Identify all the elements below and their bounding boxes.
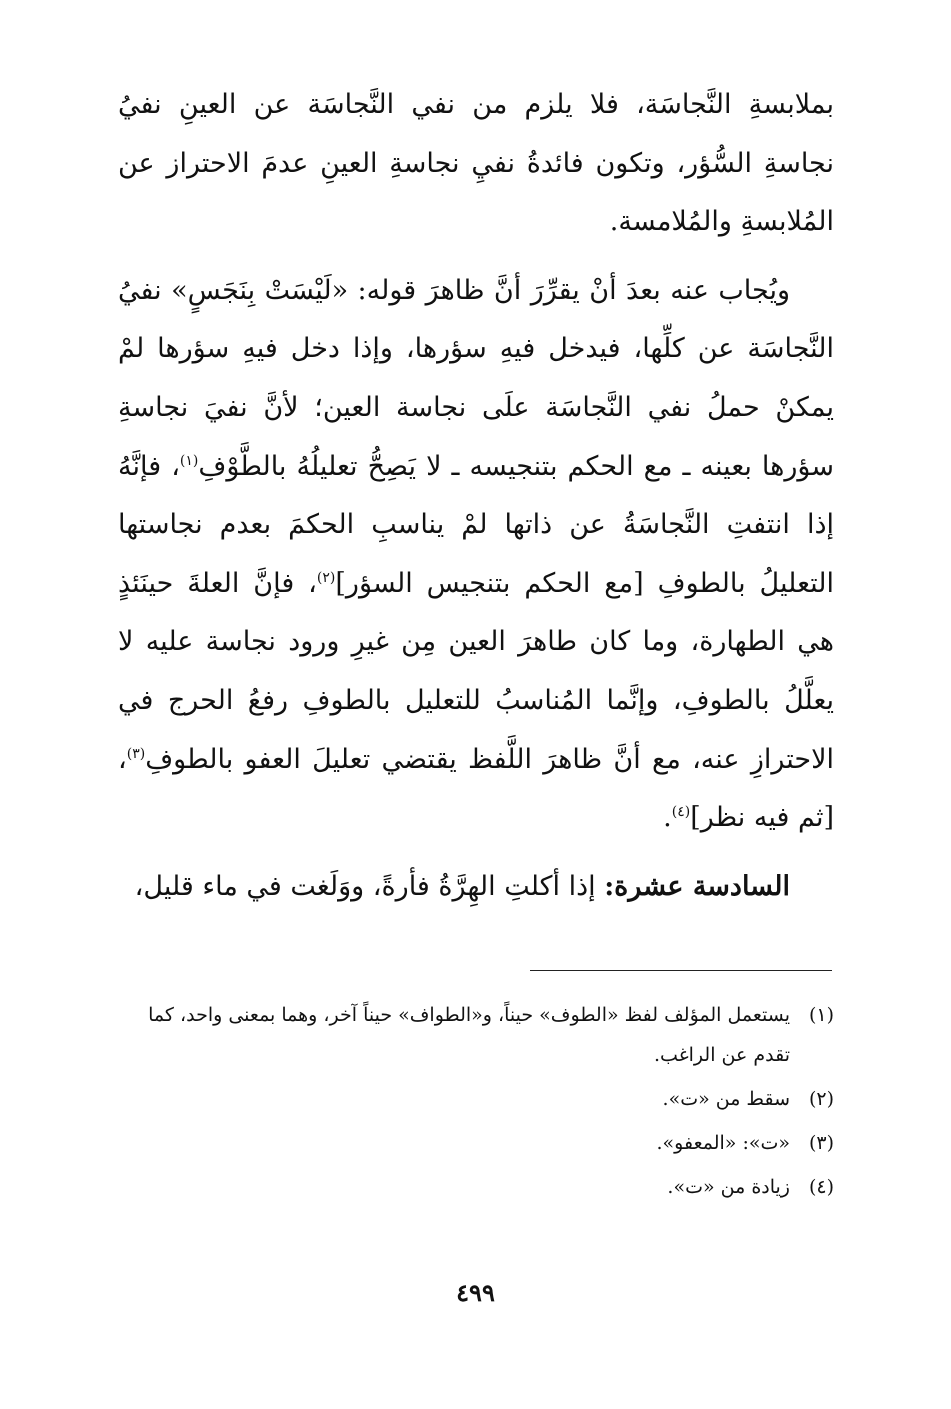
paragraph-2	[118, 262, 834, 848]
footnote-text: «ت»: «المعفو».	[656, 1132, 790, 1154]
paragraph-2-part-b: ، فإنَّهُ إذا انتفتِ النَّجاسَةُ عن ذاتها لمْ يناسبِ الحكمَ بعدم نجاستها التعليلُ بالطوفِ [مع الحكم بتنجيس السؤر]	[118, 450, 834, 599]
footnote-text: سقط من «ت».	[662, 1088, 790, 1110]
footnote-2	[118, 1079, 834, 1119]
footnote-ref-1[interactable]: (١)	[179, 452, 199, 469]
footnote-text: يستعمل المؤلف لفظ «الطوف» حيناً، و«الطواف» حيناً آخر، وهما بمعنى واحد، كما تقدم عن الراغب.	[148, 1004, 790, 1066]
paragraph-2-part-a: ويُجاب عنه بعدَ أنْ يقرِّرَ أنَّ ظاهرَ قوله: «لَيْسَتْ بِنَجَسٍ» نفيُ النَّجاسَة عن كلِّها، فيدخل فيهِ سؤرها، وإذا دخل فيهِ سؤرها لمْ يمكنْ حملُ نفي النَّجاسَة علَى نجاسة العين؛ لأنَّ نفيَ نجاسةِ سؤرها بعينه ـ مع الحكم بتنجيسه ـ لا يَصِحُّ تعليلُهُ بالطَّوْفِ	[118, 274, 835, 482]
section-heading: السادسة عشرة:	[604, 870, 790, 902]
footnote-separator	[530, 970, 832, 971]
footnote-number: (٢)	[808, 1088, 834, 1110]
footnote-ref-4[interactable]: (٤)	[671, 804, 691, 821]
footnote-ref-2[interactable]: (٢)	[316, 569, 336, 586]
paragraph-3-text: إذا أكلتِ الهِرَّةُ فأرةً، ووَلَغت في ماء قليل،	[134, 870, 605, 902]
paragraph-2-part-c: ، فإنَّ العلةَ حينَئذٍ هي الطهارة، وما كان طاهرَ العين مِن غيرِ ورود نجاسة عليه لا يعلَّلُ بالطوفِ، وإنَّما المُناسبُ للتعليل بالطوفِ رفعُ الحرج في الاحترازِ عنه، مع أنَّ ظاهرَ اللَّفظ يقتضي تعليلَ العفو بالطوفِ	[118, 567, 834, 775]
paragraph-2-part-d: ، [ثم فيه نظر]	[118, 743, 834, 834]
footnote-number: (٣)	[808, 1132, 834, 1154]
paragraph-3	[118, 858, 834, 917]
footnotes	[118, 995, 834, 1211]
footnote-number: (١)	[808, 1004, 834, 1026]
footnote-number: (٤)	[808, 1176, 834, 1198]
footnote-4	[118, 1167, 834, 1207]
page-number: ٤٩٩	[456, 1278, 495, 1307]
paragraph-2-part-e: .	[663, 802, 672, 834]
footnote-ref-3[interactable]: (٣)	[126, 745, 146, 762]
footnote-1	[118, 995, 834, 1075]
footnote-3	[118, 1123, 834, 1163]
footnote-text: زيادة من «ت».	[667, 1176, 790, 1198]
main-text	[118, 76, 834, 916]
paragraph-1: بملابسةِ النَّجاسَة، فلا يلزم من نفي النَّجاسَة عن العينِ نفيُ نجاسةِ السُّؤر، وتكون فائدةُ نفيِ نجاسةِ العينِ عدمَ الاحتراز عن المُلابسةِ والمُلامسة.	[118, 89, 834, 238]
